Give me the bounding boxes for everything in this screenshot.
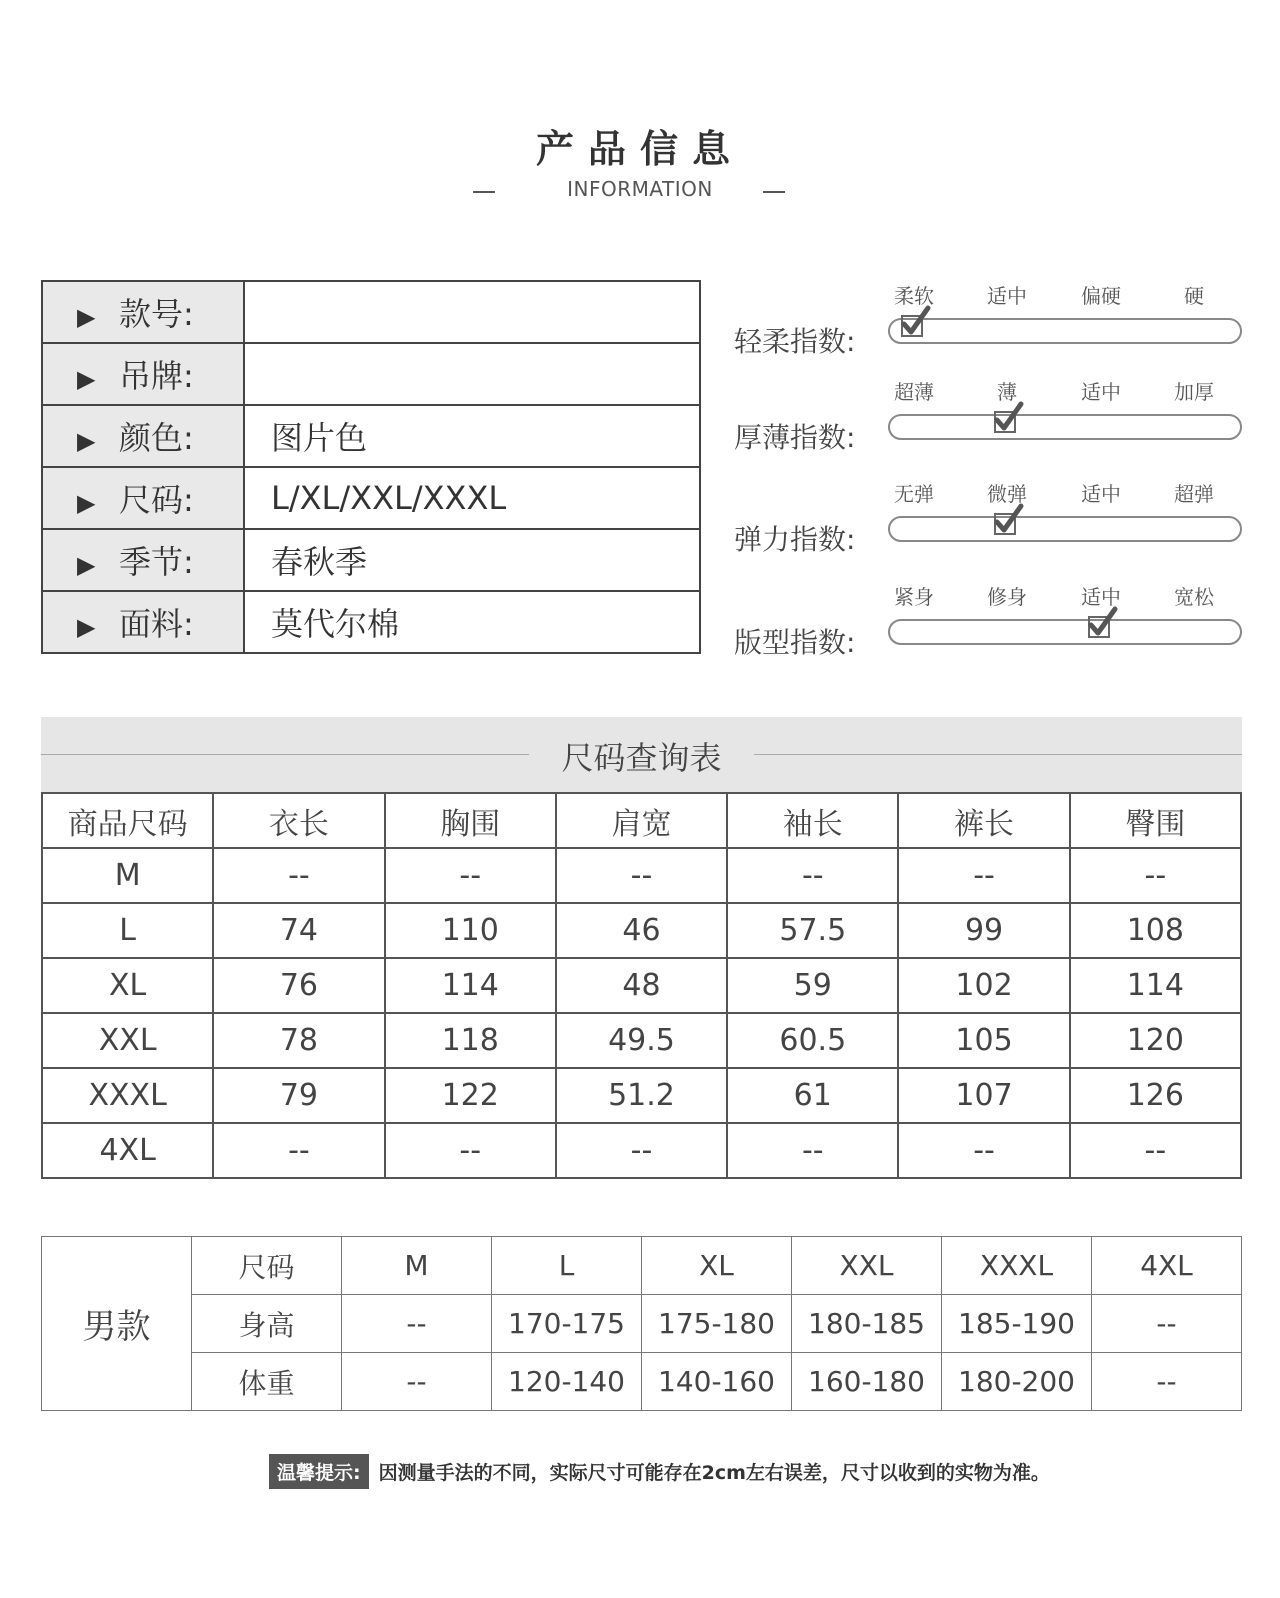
index-level-label: 柔软 xyxy=(894,284,934,308)
subtitle-right-dash xyxy=(763,191,785,193)
checkmark-icon xyxy=(987,400,1027,440)
table-cell: -- xyxy=(898,848,1069,903)
size-chart-column-header: 袖长 xyxy=(727,793,898,848)
table-cell: 99 xyxy=(898,903,1069,958)
index-level-label: 宽松 xyxy=(1174,585,1214,609)
table-cell: XXXL xyxy=(942,1237,1092,1295)
info-row xyxy=(42,529,700,591)
index-level-label: 适中 xyxy=(987,284,1027,308)
table-cell: 51.2 xyxy=(556,1068,727,1123)
index-track xyxy=(888,318,1242,344)
table-cell: XL xyxy=(642,1237,792,1295)
info-value: 春秋季 xyxy=(244,529,700,591)
index-label: 版型指数: xyxy=(734,626,856,659)
table-cell: 尺码 xyxy=(192,1237,342,1295)
table-cell: M xyxy=(42,848,213,903)
index-level-label: 适中 xyxy=(1081,585,1121,609)
table-cell: 57.5 xyxy=(727,903,898,958)
table-cell: -- xyxy=(727,848,898,903)
triangle-bullet-icon: ▶ xyxy=(77,365,96,393)
table-cell: 160-180 xyxy=(792,1353,942,1411)
table-cell: 110 xyxy=(385,903,556,958)
table-row xyxy=(42,1353,1242,1411)
table-row xyxy=(42,1068,1241,1123)
table-cell: 76 xyxy=(213,958,384,1013)
table-cell: 118 xyxy=(385,1013,556,1068)
size-chart-column-header: 胸围 xyxy=(385,793,556,848)
info-value: 图片色 xyxy=(244,405,700,467)
index-levels xyxy=(884,376,1244,406)
table-cell: -- xyxy=(213,848,384,903)
table-cell: 170-175 xyxy=(492,1295,642,1353)
table-cell: 185-190 xyxy=(942,1295,1092,1353)
table-cell: L xyxy=(492,1237,642,1295)
table-cell: 180-185 xyxy=(792,1295,942,1353)
info-label-cell xyxy=(42,405,244,467)
table-cell: 114 xyxy=(1070,958,1241,1013)
table-cell: -- xyxy=(342,1353,492,1411)
table-row xyxy=(42,1013,1241,1068)
info-row xyxy=(42,343,700,405)
table-cell: 74 xyxy=(213,903,384,958)
index-levels xyxy=(884,478,1244,508)
index-track xyxy=(888,619,1242,645)
table-cell: -- xyxy=(213,1123,384,1178)
triangle-bullet-icon: ▶ xyxy=(77,489,96,517)
triangle-bullet-icon: ▶ xyxy=(77,551,96,579)
table-cell: 140-160 xyxy=(642,1353,792,1411)
table-cell: -- xyxy=(727,1123,898,1178)
table-cell: -- xyxy=(1070,1123,1241,1178)
table-cell: 126 xyxy=(1070,1068,1241,1123)
index-level-label: 加厚 xyxy=(1174,380,1214,404)
table-cell: XXXL xyxy=(42,1068,213,1123)
index-level-label: 无弹 xyxy=(894,482,934,506)
table-cell: 61 xyxy=(727,1068,898,1123)
triangle-bullet-icon: ▶ xyxy=(77,613,96,641)
info-label: 季节: xyxy=(119,543,194,581)
info-label-cell xyxy=(42,467,244,529)
index-level-label: 薄 xyxy=(997,380,1017,404)
table-cell: 身高 xyxy=(192,1295,342,1353)
index-level-label: 偏硬 xyxy=(1081,284,1121,308)
page-title: 产品信息 xyxy=(535,127,744,171)
table-row xyxy=(42,903,1241,958)
info-value xyxy=(244,343,700,405)
table-cell: 120-140 xyxy=(492,1353,642,1411)
table-cell: -- xyxy=(385,848,556,903)
triangle-bullet-icon: ▶ xyxy=(77,427,96,455)
info-value: 莫代尔棉 xyxy=(244,591,700,653)
men-group-label: 男款 xyxy=(42,1237,192,1411)
index-track xyxy=(888,516,1242,542)
table-row xyxy=(42,1295,1242,1353)
table-cell: 105 xyxy=(898,1013,1069,1068)
table-row xyxy=(42,1237,1242,1295)
size-chart-header xyxy=(41,717,1242,792)
table-cell: 60.5 xyxy=(727,1013,898,1068)
index-row xyxy=(734,478,1254,568)
size-chart-table xyxy=(41,792,1242,1179)
index-level-label: 硬 xyxy=(1184,284,1204,308)
index-label: 弹力指数: xyxy=(734,523,856,556)
size-chart-column-header: 裤长 xyxy=(898,793,1069,848)
table-cell: 体重 xyxy=(192,1353,342,1411)
index-level-label: 超弹 xyxy=(1174,482,1214,506)
table-cell: 4XL xyxy=(42,1123,213,1178)
index-row xyxy=(734,376,1254,466)
table-cell: -- xyxy=(1092,1353,1242,1411)
size-chart-header-row xyxy=(42,793,1241,848)
index-levels xyxy=(884,280,1244,310)
tip-text: 因测量手法的不同，实际尺寸可能存在2cm左右误差，尺寸以收到的实物为准。 xyxy=(378,1462,1050,1484)
info-value xyxy=(244,281,700,343)
table-cell: M xyxy=(342,1237,492,1295)
index-label: 轻柔指数: xyxy=(734,325,856,358)
table-cell: 4XL xyxy=(1092,1237,1242,1295)
index-level-label: 修身 xyxy=(987,585,1027,609)
table-cell: XXL xyxy=(42,1013,213,1068)
info-label: 面料: xyxy=(119,605,194,643)
info-label: 吊牌: xyxy=(119,357,194,395)
table-row xyxy=(42,958,1241,1013)
tip-notice xyxy=(269,1454,1050,1486)
table-cell: 122 xyxy=(385,1068,556,1123)
table-cell: -- xyxy=(556,848,727,903)
info-label-cell xyxy=(42,281,244,343)
index-level-label: 适中 xyxy=(1081,482,1121,506)
table-cell: -- xyxy=(1092,1295,1242,1353)
table-cell: 78 xyxy=(213,1013,384,1068)
index-level-label: 超薄 xyxy=(894,380,934,404)
info-label: 款号: xyxy=(119,295,194,333)
index-level-label: 适中 xyxy=(1081,380,1121,404)
checkmark-icon xyxy=(987,502,1027,542)
page-subtitle: INFORMATION xyxy=(567,177,713,201)
info-label: 颜色: xyxy=(119,419,194,457)
index-levels xyxy=(884,581,1244,611)
info-label-cell xyxy=(42,591,244,653)
index-row xyxy=(734,581,1254,671)
table-cell: 59 xyxy=(727,958,898,1013)
product-info-table xyxy=(41,280,701,654)
index-level-label: 微弹 xyxy=(987,482,1027,506)
table-row xyxy=(42,1123,1241,1178)
size-chart-column-header: 衣长 xyxy=(213,793,384,848)
size-chart-column-header: 臀围 xyxy=(1070,793,1241,848)
info-row xyxy=(42,405,700,467)
table-cell: 107 xyxy=(898,1068,1069,1123)
triangle-bullet-icon: ▶ xyxy=(77,303,96,331)
table-cell: 175-180 xyxy=(642,1295,792,1353)
table-cell: 120 xyxy=(1070,1013,1241,1068)
table-cell: 108 xyxy=(1070,903,1241,958)
table-cell: -- xyxy=(898,1123,1069,1178)
table-cell: 79 xyxy=(213,1068,384,1123)
info-label-cell xyxy=(42,343,244,405)
header-rule-right xyxy=(754,754,1242,755)
tip-badge: 温馨提示: xyxy=(269,1454,369,1489)
table-cell: 180-200 xyxy=(942,1353,1092,1411)
table-cell: 46 xyxy=(556,903,727,958)
index-row xyxy=(734,280,1254,370)
checkmark-icon xyxy=(894,304,934,344)
table-cell: L xyxy=(42,903,213,958)
table-cell: -- xyxy=(1070,848,1241,903)
index-track xyxy=(888,414,1242,440)
table-cell: XXL xyxy=(792,1237,942,1295)
table-cell: 114 xyxy=(385,958,556,1013)
table-cell: -- xyxy=(342,1295,492,1353)
table-cell: 48 xyxy=(556,958,727,1013)
table-cell: 102 xyxy=(898,958,1069,1013)
info-row xyxy=(42,467,700,529)
table-cell: 49.5 xyxy=(556,1013,727,1068)
size-chart-column-header: 肩宽 xyxy=(556,793,727,848)
index-label: 厚薄指数: xyxy=(734,421,856,454)
info-label: 尺码: xyxy=(119,481,194,519)
table-cell: -- xyxy=(385,1123,556,1178)
table-cell: XL xyxy=(42,958,213,1013)
info-row xyxy=(42,591,700,653)
index-level-label: 紧身 xyxy=(894,585,934,609)
info-label-cell xyxy=(42,529,244,591)
size-chart-column-header: 商品尺码 xyxy=(42,793,213,848)
size-chart-title: 尺码查询表 xyxy=(561,739,722,777)
men-size-table xyxy=(41,1236,1242,1411)
table-cell: -- xyxy=(556,1123,727,1178)
checkmark-icon xyxy=(1081,605,1121,645)
info-row xyxy=(42,281,700,343)
info-value: L/XL/XXL/XXXL xyxy=(244,467,700,529)
table-row xyxy=(42,848,1241,903)
